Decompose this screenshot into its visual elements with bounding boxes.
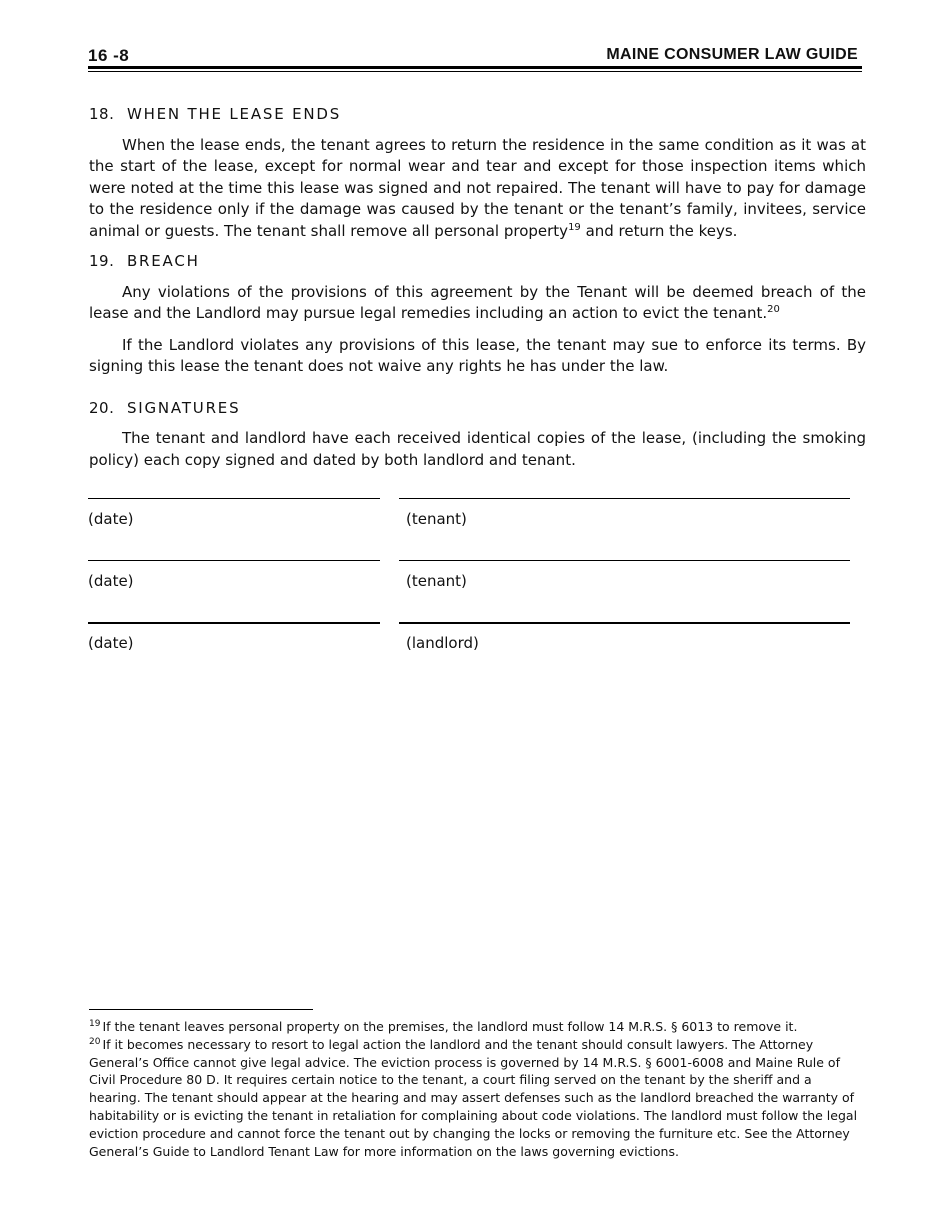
signature-row xyxy=(88,622,850,684)
signature-row xyxy=(88,498,850,560)
footnote-separator xyxy=(89,1009,313,1010)
tenant-label: (tenant) xyxy=(406,572,467,590)
tenant-signature-line[interactable] xyxy=(399,498,850,499)
page-header xyxy=(88,44,862,66)
main-content xyxy=(89,104,866,480)
section-number: 20. xyxy=(89,398,115,417)
section-20 xyxy=(89,398,866,472)
footnote-19 xyxy=(89,1018,859,1036)
landlord-label: (landlord) xyxy=(406,634,479,652)
footnote-text: If the tenant leaves personal property on the premises, the landlord must follow 14 M.R.S. § 6013 to remove it. xyxy=(102,1019,798,1034)
landlord-signature-line[interactable] xyxy=(399,622,850,624)
paragraph xyxy=(89,335,866,378)
page-number: 16 -8 xyxy=(88,46,130,65)
paragraph-text: and return the keys. xyxy=(580,221,738,240)
section-number: 18. xyxy=(89,105,115,123)
paragraph-text: Any violations of the provisions of this agreement by the Tenant will be deemed breach of the lease and the Landlord may pursue legal remedies including an action to evict the tenant. xyxy=(89,282,866,322)
section-heading xyxy=(89,104,866,126)
section-heading xyxy=(89,251,866,273)
footnotes xyxy=(89,1018,859,1160)
guide-title: MAINE CONSUMER LAW GUIDE xyxy=(606,46,858,63)
header-rule-thick xyxy=(88,66,862,69)
header-rule-thin xyxy=(88,71,862,72)
paragraph-text: When the lease ends, the tenant agrees to return the residence in the same condition as it was at the start of the lease, except for normal wear and tear and except for those inspection items which were noted at the time this lease was signed and not repaired. The tenant will have to pay for damage to the residence only if the damage was caused by the tenant or the tenant’s family, invitees, service animal or guests. The tenant shall remove all personal property xyxy=(89,135,866,240)
footnote-text: If it becomes necessary to resort to legal action the landlord and the tenant should consult lawyers. The Attorney General’s Office cannot give legal advice. The eviction process is governed by 14 M.R.S. § 6001-6008 and Maine Rule of Civil Procedure 80 D. It requires certain notice to the tenant, a court filing served on the tenant by the sheriff and a hearing. The tenant should appear at the hearing and may assert defenses such as the landlord breached the warranty of habitability or is evicting the tenant in retaliation for complaining about code violations. The landlord must follow the legal eviction procedure and cannot force the tenant out by changing the locks or removing the furniture etc. See the Attorney General’s Guide to Landlord Tenant Law for more information on the laws governing evictions. xyxy=(89,1036,858,1159)
signature-row xyxy=(88,560,850,622)
footnote-number: 19 xyxy=(89,1019,101,1029)
paragraph xyxy=(89,428,866,471)
paragraph xyxy=(89,135,866,243)
section-number: 19. xyxy=(89,252,115,270)
section-18 xyxy=(89,104,866,242)
section-title: BREACH xyxy=(126,252,200,270)
paragraph-text: The tenant and landlord have each received identical copies of the lease, (including the smoking policy) each copy signed and dated by both landlord and tenant. xyxy=(89,429,866,469)
tenant-signature-line[interactable] xyxy=(399,560,850,561)
footnote-ref-19[interactable]: 19 xyxy=(568,221,581,233)
date-label: (date) xyxy=(88,572,134,590)
section-title: WHEN THE LEASE ENDS xyxy=(126,105,342,123)
date-label: (date) xyxy=(88,634,134,652)
section-title: SIGNATURES xyxy=(126,398,241,417)
date-signature-line[interactable] xyxy=(88,498,380,499)
footnote-ref-20[interactable]: 20 xyxy=(767,304,780,315)
paragraph xyxy=(89,282,866,325)
tenant-label: (tenant) xyxy=(406,510,467,528)
footnote-20 xyxy=(89,1036,859,1161)
footnote-number: 20 xyxy=(89,1036,101,1047)
section-19 xyxy=(89,251,866,378)
date-signature-line[interactable] xyxy=(88,560,380,561)
paragraph-text: If the Landlord violates any provisions of this lease, the tenant may sue to enforce its terms. By signing this lease the tenant does not waive any rights he has under the law. xyxy=(89,335,866,375)
date-label: (date) xyxy=(88,510,134,528)
section-heading xyxy=(89,398,866,420)
date-signature-line[interactable] xyxy=(88,622,380,624)
signature-block xyxy=(88,498,850,684)
